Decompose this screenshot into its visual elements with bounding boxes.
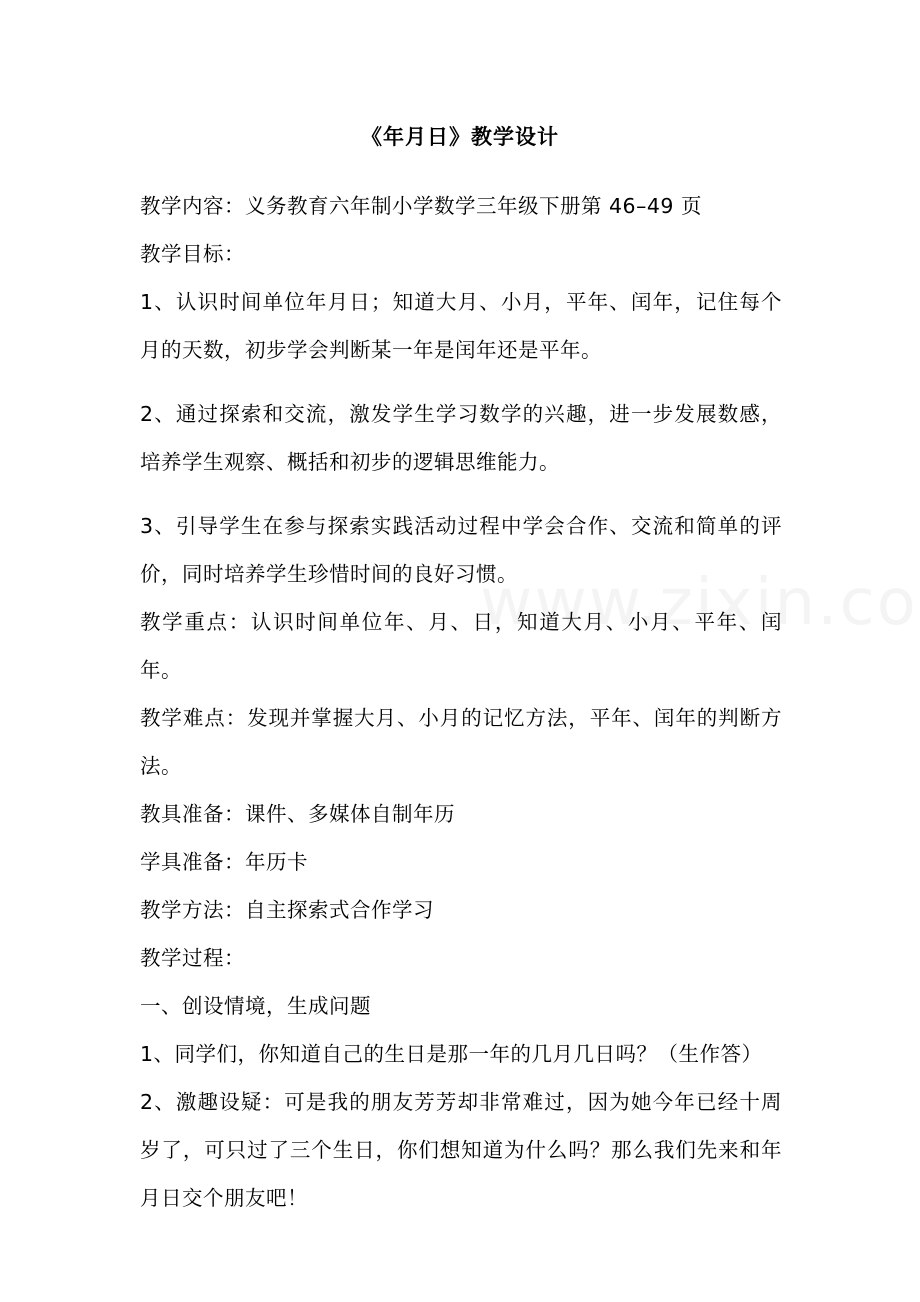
goal-3: 3、引导学生在参与探索实践活动过程中学会合作、交流和简单的评价，同时培养学生珍惜时间的良好习惯。 [140,514,782,586]
teaching-difficulties: 教学难点：发现并掌握大月、小月的记忆方法，平年、闰年的判断方法。 [140,706,782,778]
teaching-content: 教学内容：义务教育六年制小学数学三年级下册第 46–49 页 [140,194,702,218]
document-body [140,182,782,1222]
section-1-heading: 一、创设情境，生成问题 [140,994,371,1018]
goal-2: 2、通过探索和交流，激发学生学习数学的兴趣，进一步发展数感，培养学生观察、概括和初步的逻辑思维能力。 [140,402,782,474]
step-1: 1、同学们，你知道自己的生日是那一年的几月几日吗？（生作答） [140,1042,763,1066]
teaching-method: 教学方法：自主探索式合作学习 [140,898,434,922]
teaching-goals-heading: 教学目标： [140,242,245,266]
goal-1: 1、认识时间单位年月日；知道大月、小月，平年、闰年，记住每个月的天数，初步学会判断某一年是闰年还是平年。 [140,290,782,362]
teaching-process-heading: 教学过程： [140,946,245,970]
document-title: 《年月日》教学设计 [361,125,559,149]
teaching-key-points: 教学重点：认识时间单位年、月、日，知道大月、小月、平年、闰年。 [140,610,782,682]
teaching-aids: 教具准备：课件、多媒体自制年历 [140,802,455,826]
student-materials: 学具准备：年历卡 [140,850,308,874]
step-2: 2、激趣设疑：可是我的朋友芳芳却非常难过，因为她今年已经十周岁了，可只过了三个生日，你们想知道为什么吗？那么我们先来和年月日交个朋友吧！ [140,1090,782,1210]
